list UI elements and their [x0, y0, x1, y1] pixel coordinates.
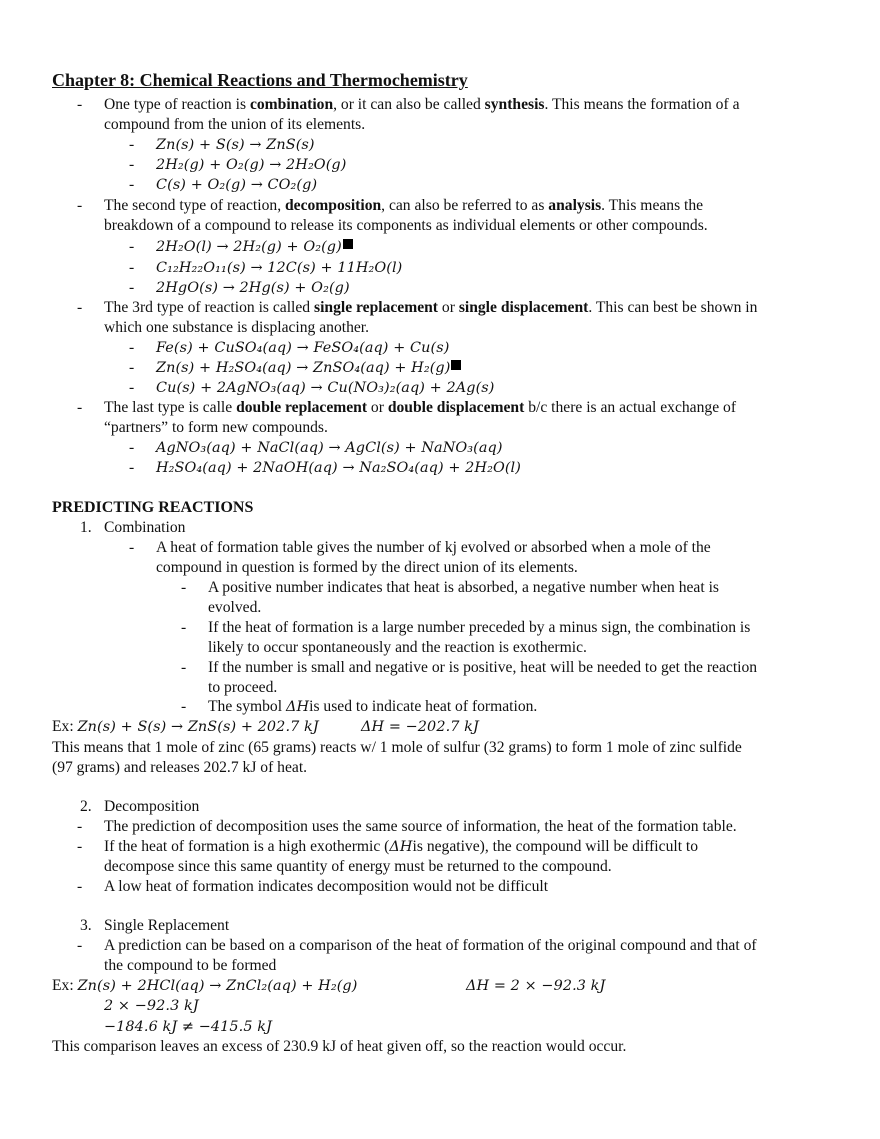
single-replacement-text-line1: [104, 298, 757, 318]
square-mark-icon: [343, 239, 353, 249]
bullet-dash: -: [77, 197, 83, 214]
equation: [156, 237, 353, 257]
square-mark-icon: [451, 360, 461, 370]
text-line: evolved.: [208, 599, 262, 616]
text: One type of reaction is: [104, 96, 250, 113]
decomposition-text-line2: breakdown of a compound to release its components as individual elements or other compounds.: [104, 217, 708, 234]
list-number: 2.: [80, 798, 92, 815]
bullet-dash: -: [129, 359, 135, 376]
equation-text: Zn(s) + H₂SO₄(aq) → ZnSO₄(aq) + H₂(g): [156, 360, 451, 376]
list-number: 1.: [80, 519, 92, 536]
equation: Zn(s) + 2HCl(aq) → ZnCl₂(aq) + H₂(g): [77, 978, 358, 994]
page-title: Chapter 8: Chemical Reactions and Thermochemistry: [52, 70, 468, 90]
bullet-dash: -: [77, 399, 83, 416]
text-line: the compound to be formed: [104, 957, 277, 974]
text-line: If the number is small and negative or is positive, heat will be needed to get the reaction: [208, 659, 758, 676]
calculation-line: 2 × −92.3 kJ: [104, 998, 199, 1014]
text: , can also be referred to as: [381, 197, 549, 214]
term-single-displacement: single displacement: [458, 299, 589, 316]
list-number: 3.: [80, 917, 92, 934]
equation: Zn(s) + S(s) → ZnS(s): [156, 137, 315, 153]
equation: Zn(s) + S(s) → ZnS(s) + 202.7 kJ: [77, 719, 319, 735]
equation: Fe(s) + CuSO₄(aq) → FeSO₄(aq) + Cu(s): [156, 340, 450, 356]
text: . This means the formation of a: [544, 96, 740, 113]
conclusion-line: This comparison leaves an excess of 230.9 kJ of heat given off, so the reaction would occur.: [52, 1038, 627, 1055]
delta-h-symbol: ΔH: [285, 699, 310, 715]
term-analysis: analysis: [548, 197, 602, 214]
text-line: to proceed.: [208, 679, 278, 696]
bullet-dash: -: [129, 176, 135, 193]
delta-h-value: ΔH = 2 × −92.3 kJ: [466, 978, 606, 994]
bullet-dash: -: [77, 878, 83, 895]
example-label: Ex:: [52, 977, 78, 994]
text-line: A heat of formation table gives the number of kj evolved or absorbed when a mole of the: [156, 539, 711, 556]
single-replacement-text-line2: which one substance is displacing another.: [104, 319, 370, 336]
text: The 3rd type of reaction is called: [104, 299, 314, 316]
text: The second type of reaction,: [104, 197, 285, 214]
subsection-single-replacement: Single Replacement: [104, 917, 230, 934]
example-label: Ex:: [52, 718, 78, 735]
text-line: A prediction can be based on a comparison of the heat of formation of the original compound and that of: [104, 937, 757, 954]
term-synthesis: synthesis: [484, 96, 545, 113]
text: . This can best be shown in: [588, 299, 758, 316]
double-replacement-text-line2: “partners” to form new compounds.: [104, 419, 328, 436]
combination-text-line2: compound from the union of its elements.: [104, 116, 366, 133]
bullet-dash: -: [129, 238, 135, 255]
bullet-dash: -: [77, 96, 83, 113]
combination-text-line1: [104, 95, 740, 115]
bullet-dash: -: [129, 379, 135, 396]
text-line: (97 grams) and releases 202.7 kJ of heat.: [52, 759, 308, 776]
subsection-decomposition: Decomposition: [104, 798, 200, 815]
bullet-dash: -: [181, 659, 187, 676]
text: or: [367, 399, 388, 416]
text-line: decompose since this same quantity of energy must be returned to the compound.: [104, 858, 612, 875]
bullet-dash: -: [181, 698, 187, 715]
delta-h-value: ΔH = −202.7 kJ: [361, 719, 479, 735]
text: The symbol: [208, 698, 286, 715]
bullet-dash: -: [129, 339, 135, 356]
equation: [156, 358, 461, 378]
text-line: A positive number indicates that heat is absorbed, a negative number when heat is: [208, 579, 719, 596]
equation: H₂SO₄(aq) + 2NaOH(aq) → Na₂SO₄(aq) + 2H₂O(l): [156, 460, 521, 476]
example-line: [52, 717, 319, 737]
term-combination: combination: [249, 96, 334, 113]
delta-h-symbol: ΔH: [389, 839, 413, 855]
equation: 2H₂(g) + O₂(g) → 2H₂O(g): [156, 157, 347, 173]
text-line: likely to occur spontaneously and the reaction is exothermic.: [208, 639, 587, 656]
text-line: [208, 697, 537, 717]
bullet-dash: -: [77, 818, 83, 835]
bullet-dash: -: [77, 838, 83, 855]
bullet-dash: -: [129, 279, 135, 296]
section-heading: PREDICTING REACTIONS: [52, 499, 254, 516]
calculation-line: −184.6 kJ ≠ −415.5 kJ: [104, 1019, 272, 1035]
bullet-dash: -: [129, 156, 135, 173]
term-double-replacement: double replacement: [236, 399, 368, 416]
equation: Cu(s) + 2AgNO₃(aq) → Cu(NO₃)₂(aq) + 2Ag(s): [156, 380, 495, 396]
equation: AgNO₃(aq) + NaCl(aq) → AgCl(s) + NaNO₃(aq): [156, 440, 503, 456]
bullet-dash: -: [181, 579, 187, 596]
text: is negative), the compound will be difficult to: [412, 838, 699, 855]
equation-text: 2H₂O(l) → 2H₂(g) + O₂(g): [156, 239, 342, 255]
example-line: [52, 976, 357, 996]
equation: C(s) + O₂(g) → CO₂(g): [156, 177, 318, 193]
term-decomposition: decomposition: [285, 197, 382, 214]
term-double-displacement: double displacement: [387, 399, 525, 416]
text: If the heat of formation is a high exothermic (: [104, 838, 390, 855]
text: The last type is calle: [104, 399, 237, 416]
bullet-dash: -: [77, 937, 83, 954]
text-line: A low heat of formation indicates decomposition would not be difficult: [104, 878, 549, 895]
text: b/c there is an actual exchange of: [524, 399, 737, 416]
bullet-dash: -: [129, 539, 135, 556]
double-replacement-text-line1: [104, 398, 736, 418]
text-line: [104, 837, 698, 857]
decomposition-text-line1: [104, 196, 703, 216]
bullet-dash: -: [181, 619, 187, 636]
bullet-dash: -: [129, 259, 135, 276]
equation: C₁₂H₂₂O₁₁(s) → 12C(s) + 11H₂O(l): [156, 260, 403, 276]
text: . This means the: [601, 197, 704, 214]
bullet-dash: -: [129, 439, 135, 456]
text-line: This means that 1 mole of zinc (65 grams) reacts w/ 1 mole of sulfur (32 grams) to form 1 mole of zinc sulfide: [52, 739, 742, 756]
text-line: If the heat of formation is a large number preceded by a minus sign, the combination is: [208, 619, 751, 636]
bullet-dash: -: [129, 136, 135, 153]
text: or: [438, 299, 459, 316]
bullet-dash: -: [77, 299, 83, 316]
text-line: compound in question is formed by the direct union of its elements.: [156, 559, 578, 576]
term-single-replacement: single replacement: [314, 299, 439, 316]
equation: 2HgO(s) → 2Hg(s) + O₂(g): [156, 280, 350, 296]
bullet-dash: -: [129, 459, 135, 476]
text-line: The prediction of decomposition uses the same source of information, the heat of the formation table.: [104, 818, 737, 835]
text: , or it can also be called: [333, 96, 485, 113]
text: is used to indicate heat of formation.: [309, 698, 538, 715]
subsection-combination: Combination: [104, 519, 186, 536]
